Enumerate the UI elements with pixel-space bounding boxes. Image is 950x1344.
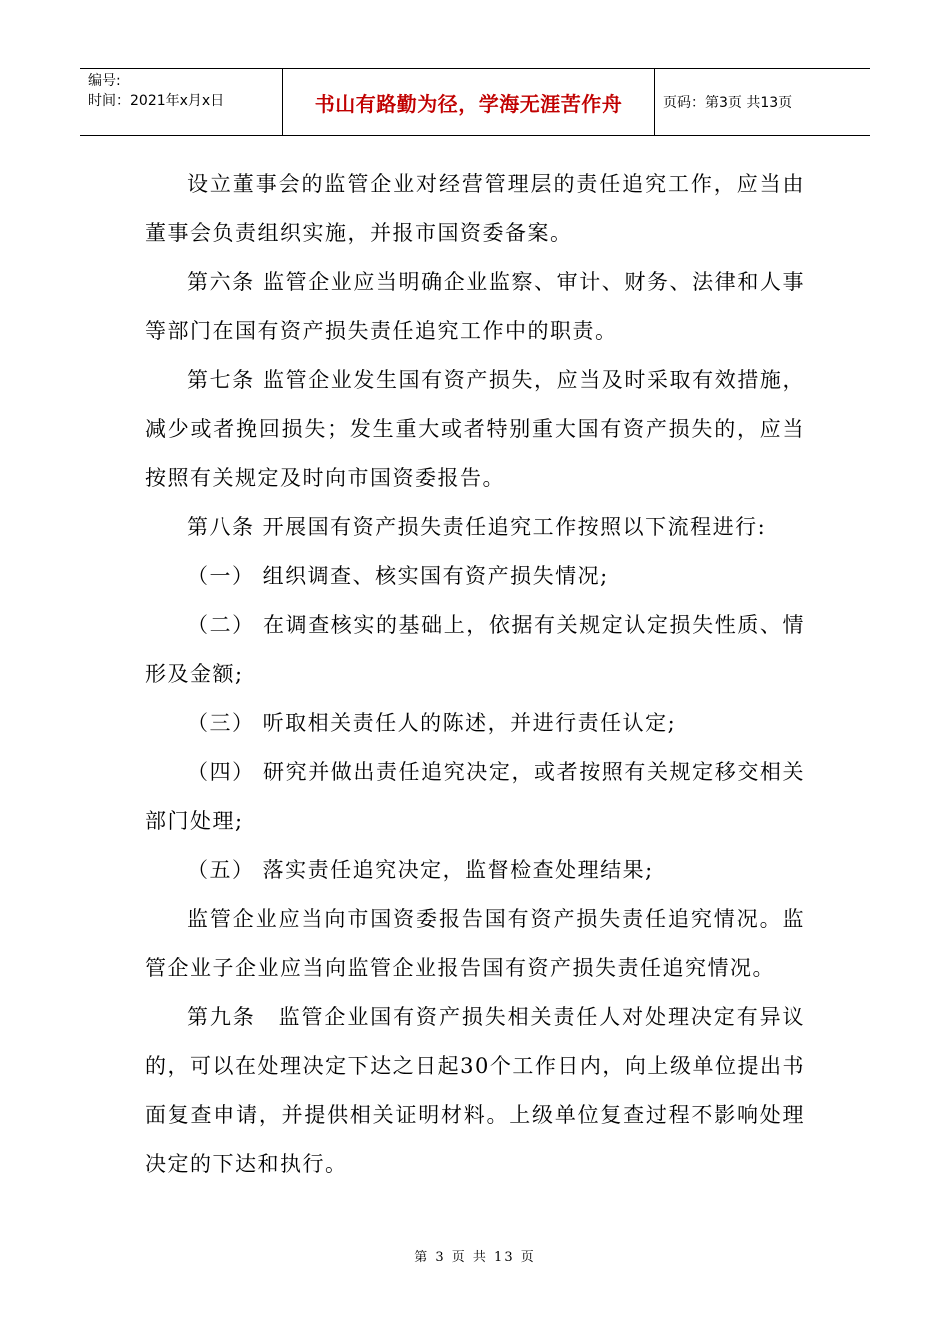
paragraph: （二） 在调查核实的基础上，依据有关规定认定损失性质、情形及金额;: [145, 613, 805, 686]
paragraph: （一） 组织调查、核实国有资产损失情况;: [187, 564, 609, 588]
header-motto: 书山有路勤为径，学海无涯苦作舟: [283, 69, 655, 135]
header-number-label: 编号:: [88, 73, 121, 89]
document-body: [145, 160, 805, 1189]
header-time-label: 时间：2021年x月x日: [88, 93, 225, 109]
paragraph: 第七条 监管企业发生国有资产损失，应当及时采取有效措施，减少或者挽回损失；发生重大或者特别重大国有资产损失的，应当按照有关规定及时向市国资委报告。: [145, 368, 805, 490]
paragraph: （五） 落实责任追究决定，监督检查处理结果;: [187, 858, 654, 882]
paragraph: 第六条 监管企业应当明确企业监察、审计、财务、法律和人事等部门在国有资产损失责任追究工作中的职责。: [145, 270, 805, 343]
header-meta: [80, 69, 283, 135]
header-page-label: 页码：第3页 共13页: [663, 95, 793, 111]
page-footer: 第 3 页 共 13 页: [414, 1250, 536, 1265]
paragraph: 第九条 监管企业国有资产损失相关责任人对处理决定有异议的，可以在处理决定下达之日起30个工作日内，向上级单位提出书面复查申请，并提供相关证明材料。上级单位复查过程不影响处理决定的下达和执行。: [145, 1005, 805, 1176]
document-header: [80, 68, 870, 136]
paragraph: 设立董事会的监管企业对经营管理层的责任追究工作，应当由董事会负责组织实施，并报市国资委备案。: [145, 172, 805, 245]
paragraph: 第八条 开展国有资产损失责任追究工作按照以下流程进行:: [187, 515, 767, 539]
paragraph: （四） 研究并做出责任追究决定，或者按照有关规定移交相关部门处理;: [145, 760, 805, 833]
paragraph: （三） 听取相关责任人的陈述，并进行责任认定;: [187, 711, 677, 735]
paragraph: 监管企业应当向市国资委报告国有资产损失责任追究情况。监管企业子企业应当向监管企业报告国有资产损失责任追究情况。: [145, 907, 805, 980]
